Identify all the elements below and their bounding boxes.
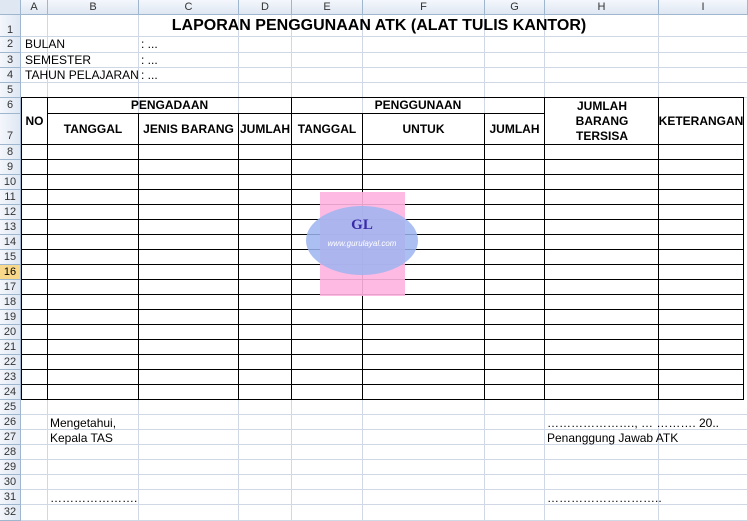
column-header-e[interactable]: E xyxy=(292,0,363,15)
row-header[interactable]: 11 xyxy=(0,190,21,205)
row-header-selected[interactable]: 16 xyxy=(0,265,21,280)
report-title: LAPORAN PENGGUNAAN ATK (ALAT TULIS KANTOR) xyxy=(171,17,587,34)
jumlah-penggunaan-header: JUMLAH xyxy=(489,121,540,136)
signature-right-line: ……………………….. xyxy=(547,491,662,505)
tahun-pelajaran-label: TAHUN PELAJARAN xyxy=(25,68,139,82)
date-line-text: …………………., … ………. 20.. xyxy=(547,416,720,430)
row-header[interactable]: 1 xyxy=(0,15,21,37)
row-header[interactable]: 26 xyxy=(0,415,21,430)
row-header[interactable]: 22 xyxy=(0,355,21,370)
row-header[interactable]: 8 xyxy=(0,145,21,160)
keterangan-header: KETERANGAN xyxy=(658,113,744,128)
column-header-b[interactable]: B xyxy=(48,0,139,15)
semester-label: SEMESTER xyxy=(25,53,92,67)
col-no-header: NO xyxy=(25,113,44,128)
table-row-line xyxy=(21,309,744,310)
tahun-pelajaran-value: : ... xyxy=(141,68,158,82)
mengetahui-text: Mengetahui, xyxy=(50,416,117,430)
row-header[interactable]: 10 xyxy=(0,175,21,190)
row-header[interactable]: 19 xyxy=(0,310,21,325)
semester-value: : ... xyxy=(141,53,158,67)
bulan-value: : ... xyxy=(141,37,158,51)
row-header[interactable]: 17 xyxy=(0,280,21,295)
row-header[interactable]: 6 xyxy=(0,98,21,114)
kepala-tas-text: Kepala TAS xyxy=(50,431,113,445)
row-header[interactable]: 5 xyxy=(0,83,21,98)
row-header[interactable]: 2 xyxy=(0,37,21,53)
table-row-line xyxy=(21,159,744,160)
penggunaan-header: PENGGUNAAN xyxy=(374,98,462,112)
row-header[interactable]: 31 xyxy=(0,490,21,505)
table-row-line xyxy=(21,354,744,355)
tanggal-pengadaan-header: TANGGAL xyxy=(63,121,123,136)
row-header[interactable]: 25 xyxy=(0,400,21,415)
row-header[interactable]: 28 xyxy=(0,445,21,460)
row-header[interactable]: 27 xyxy=(0,430,21,445)
row-header[interactable]: 13 xyxy=(0,220,21,235)
column-header-f[interactable]: F xyxy=(363,0,485,15)
row-header[interactable]: 15 xyxy=(0,250,21,265)
row-header[interactable]: 4 xyxy=(0,68,21,83)
column-header-g[interactable]: G xyxy=(485,0,545,15)
row-header[interactable]: 7 xyxy=(0,114,21,145)
row-header[interactable]: 32 xyxy=(0,505,21,521)
signature-left-line: …………………. xyxy=(50,491,138,505)
watermark-url: www.gurulayal.com xyxy=(327,239,397,248)
row-header[interactable]: 30 xyxy=(0,475,21,490)
column-header-d[interactable]: D xyxy=(239,0,292,15)
select-all-corner[interactable] xyxy=(0,0,21,15)
table-row-line xyxy=(21,189,744,190)
penanggung-jawab-text: Penanggung Jawab ATK xyxy=(547,431,679,445)
row-header[interactable]: 20 xyxy=(0,325,21,340)
jumlah-barang-tersisa-header: JUMLAH BARANG TERSISA xyxy=(575,98,629,143)
table-row-line xyxy=(21,339,744,340)
row-header[interactable]: 3 xyxy=(0,53,21,68)
pengadaan-header: PENGADAAN xyxy=(130,98,209,112)
column-header-h[interactable]: H xyxy=(545,0,659,15)
row-header[interactable]: 21 xyxy=(0,340,21,355)
column-header-i[interactable]: I xyxy=(659,0,748,15)
jumlah-pengadaan-header: JUMLAH xyxy=(240,121,290,136)
column-header-a[interactable]: A xyxy=(21,0,48,15)
tanggal-penggunaan-header: TANGGAL xyxy=(297,121,357,136)
row-header[interactable]: 9 xyxy=(0,160,21,175)
watermark-logo-text: GL xyxy=(351,217,373,233)
row-header[interactable]: 24 xyxy=(0,385,21,400)
table-row-line xyxy=(21,324,744,325)
row-header[interactable]: 14 xyxy=(0,235,21,250)
table-row-line xyxy=(21,384,744,385)
bulan-label: BULAN xyxy=(25,37,66,51)
row-header[interactable]: 23 xyxy=(0,370,21,385)
table-row-line xyxy=(21,369,744,370)
row-header[interactable]: 29 xyxy=(0,460,21,475)
row-header[interactable]: 18 xyxy=(0,295,21,310)
table-row-line xyxy=(21,174,744,175)
row-header[interactable]: 12 xyxy=(0,205,21,220)
untuk-header: UNTUK xyxy=(402,121,445,136)
column-header-c[interactable]: C xyxy=(139,0,239,15)
jenis-barang-header: JENIS BARANG xyxy=(143,121,234,136)
